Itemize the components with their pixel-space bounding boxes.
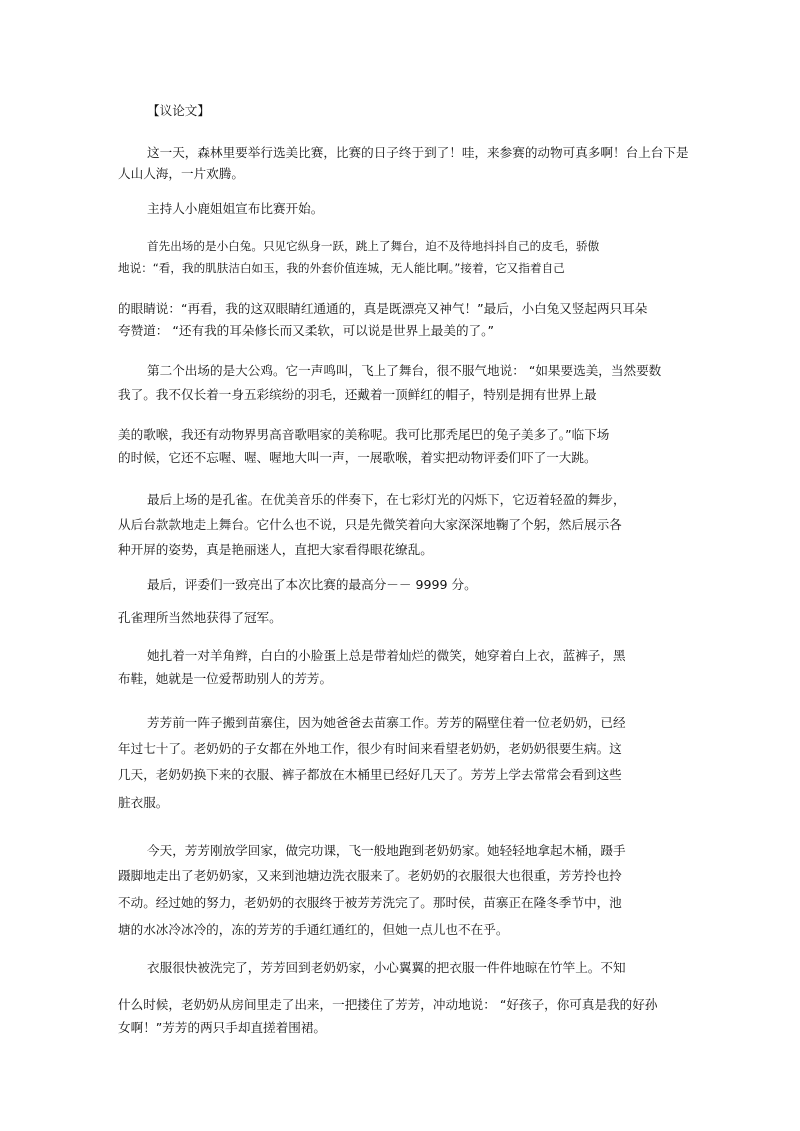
text-line: 最后，评委们一致亮出了本次比赛的最高分－－ 9999 分。 [147, 577, 477, 592]
text-line: 首先出场的是小白兔。只见它纵身一跃，跳上了舞台，迫不及待地抖抖自己的皮毛，骄傲 [147, 239, 600, 253]
text-line: 塘的水冰冷冰冷的，冻的芳芳的手通红通红的，但她一点儿也不在乎。 [118, 922, 509, 937]
text-line: 不动。经过她的努力，老奶奶的衣服终于被芳芳洗完了。那时侯，苗寨正在隆冬季节中，池 [118, 895, 622, 910]
doc-heading: 【议论文】 [147, 103, 210, 118]
text-line: 种开屏的姿势，真是艳丽迷人，直把大家看得眼花缭乱。 [118, 542, 433, 557]
text-line: 蹑脚地走出了老奶奶家，又来到池塘边洗衣服来了。老奶奶的衣服很大也很重，芳芳拎也拎 [118, 868, 622, 883]
text-line: 脏衣服。 [118, 795, 169, 810]
text-line: 她扎着一对羊角辫，白白的小脸蛋上总是带着灿烂的微笑，她穿着白上衣，蓝裤子，黑 [147, 648, 626, 663]
text-line: 孔雀理所当然地获得了冠军。 [118, 610, 282, 625]
text-line: 几天，老奶奶换下来的衣服、裤子都放在木桶里已经好几天了。芳芳上学去常常会看到这些 [118, 767, 622, 782]
text-line: 什么时候，老奶奶从房间里走了出来，一把搂住了芳芳，冲动地说： “好孩子，你可真是我的好孙 [118, 997, 658, 1012]
text-line: 今天，芳芳刚放学回家，做完功课，飞一般地跑到老奶奶家。她轻轻地拿起木桶，蹑手 [147, 843, 626, 858]
text-line: 这一天，森林里要举行选美比赛，比赛的日子终于到了！哇，来参赛的动物可真多啊！台上台下是 [147, 145, 689, 160]
text-line: 从后台款款地走上舞台。它什么也不说，只是先微笑着向大家深深地鞠了个躬，然后展示各 [118, 517, 622, 532]
text-line: 芳芳前一阵子搬到苗寨住，因为她爸爸去苗寨工作。芳芳的隔壁住着一位老奶奶，已经 [147, 715, 626, 730]
text-line: 主持人小鹿姐姐宣布比赛开始。 [147, 201, 324, 216]
text-line: 人山人海，一片欢腾。 [118, 166, 244, 181]
text-line: 的时候，它还不忘喔、喔、喔地大叫一声，一展歌喉，着实把动物评委们吓了一大跳。 [118, 450, 597, 465]
text-line: 年过七十了。老奶奶的子女都在外地工作，很少有时间来看望老奶奶，老奶奶很要生病。这 [118, 741, 622, 756]
text-line: 美的歌喉，我还有动物界男高音歌唱家的美称呢。我可比那秃尾巴的兔子美多了。”临下场 [118, 427, 610, 442]
text-line: 第二个出场的是大公鸡。它一声鸣叫，飞上了舞台，很不服气地说： “如果要选美，当然要数 [147, 363, 662, 378]
text-line: 布鞋，她就是一位爱帮助别人的芳芳。 [118, 671, 333, 686]
text-line: 衣服很快被洗完了，芳芳回到老奶奶家，小心翼翼的把衣服一件件地晾在竹竿上。不知 [147, 960, 626, 975]
text-line: 最后上场的是孔雀。在优美音乐的伴奏下，在七彩灯光的闪烁下，它迈着轻盈的舞步， [147, 492, 626, 507]
text-line: 女啊！”芳芳的两只手却直搓着围裙。 [118, 1020, 327, 1035]
text-line: 的眼睛说：“再看，我的这双眼睛红通通的，真是既漂亮又神气！”最后，小白兔又竖起两只耳朵 [118, 301, 648, 316]
text-line: 地说：“看，我的肌肤洁白如玉，我的外套价值连城，无人能比啊。”接着，它又指着自己 [118, 261, 565, 275]
text-line: 夸赞道： “还有我的耳朵修长而又柔软，可以说是世界上最美的了。” [118, 323, 494, 338]
text-line: 我了。我不仅长着一身五彩缤纷的羽毛，还戴着一顶鲜红的帽子，特别是拥有世界上最 [118, 387, 597, 402]
